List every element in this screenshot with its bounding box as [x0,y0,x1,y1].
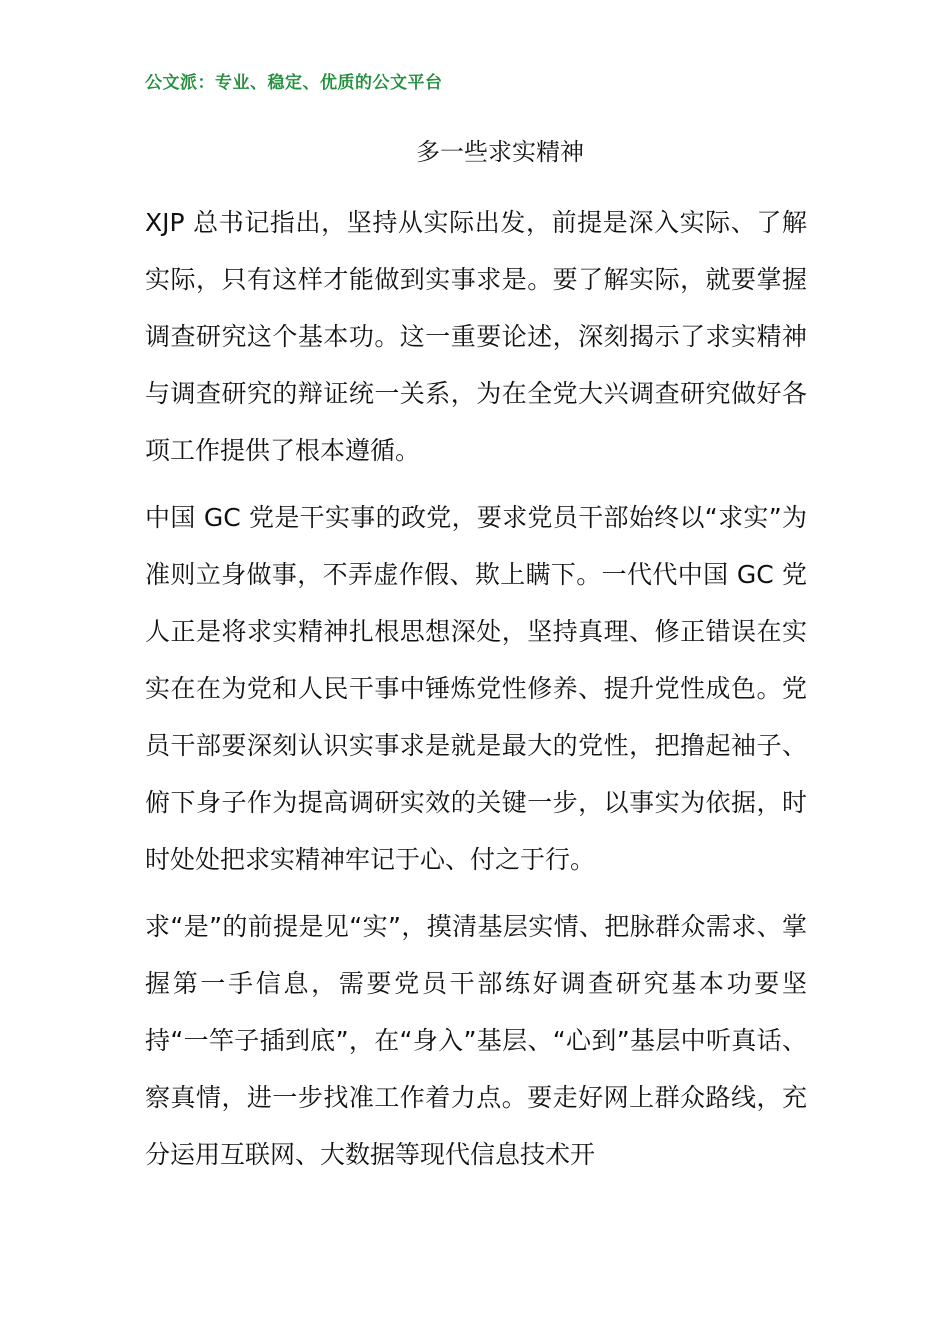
document-title: 多一些求实精神 [416,138,584,166]
paragraph-3: 求“是”的前提是见“实”，摸清基层实情、把脉群众需求、掌握第一手信息，需要党员干部练好调查研究基本功要坚持“一竿子插到底”，在“身入”基层、“心到”基层中听真话、察真情，进一步找准工作着力点。要走好网上群众路线，充分运用互联网、大数据等现代信息技术开 [145,912,807,1169]
paragraph-2: 中国 GC 党是干实事的政党，要求党员干部始终以“求实”为准则立身做事，不弄虚作假、欺上瞒下。一代代中国 GC 党人正是将求实精神扎根思想深处，坚持真理、修正错误在实实在在为党和人民干事中锤炼党性修养、提升党性成色。党员干部要深刻认识实事求是就是最大的党性，把撸起袖子、俯下身子作为提高调研实效的关键一步，以事实为依据，时时处处把求实精神牢记于心、付之于行。 [145,503,807,874]
document-body [145,194,807,1193]
paragraph-1: XJP 总书记指出，坚持从实际出发，前提是深入实际、了解实际，只有这样才能做到实事求是。要了解实际，就要掌握调查研究这个基本功。这一重要论述，深刻揭示了求实精神与调查研究的辩证统一关系，为在全党大兴调查研究做好各项工作提供了根本遵循。 [145,208,807,465]
header-brand-text: 公文派：专业、稳定、优质的公文平台 [145,73,443,93]
